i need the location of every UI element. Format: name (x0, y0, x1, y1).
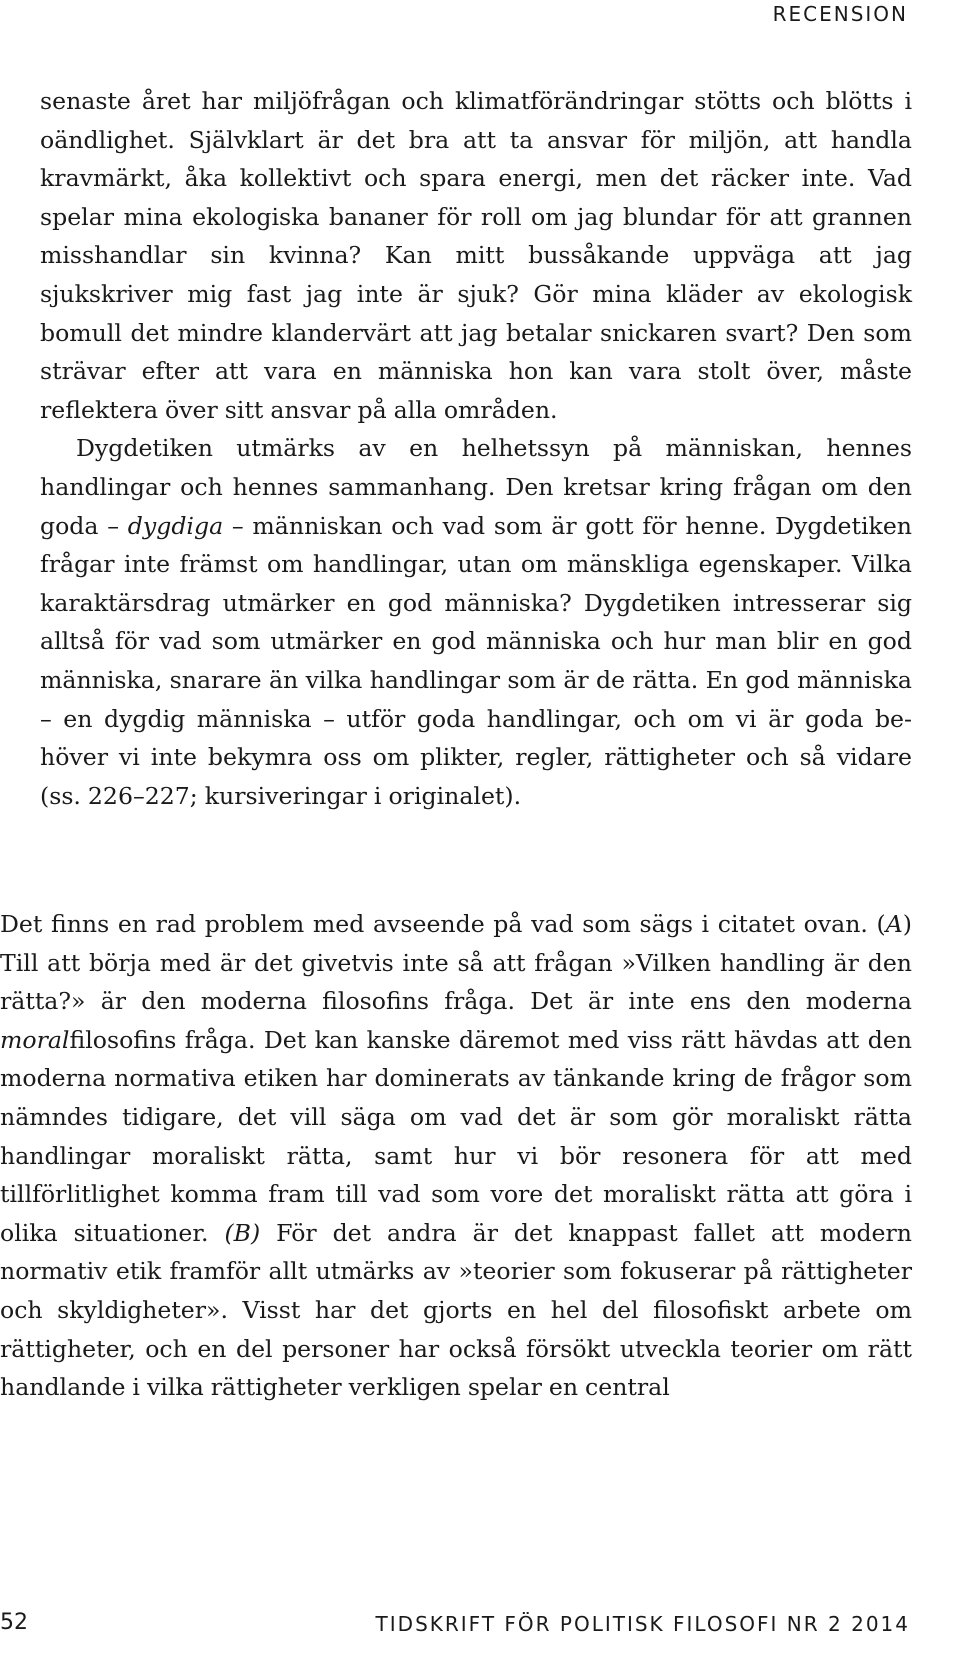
section-label: RECENSION (772, 2, 908, 26)
quote-paragraph-2-start: Dygdetiken utmärks av en helhetssyn på människan, hennes handlingar och hennes sammanhang. Den kretsar kring frågan om den goda – (40, 434, 912, 540)
main-paragraph (0, 905, 912, 1407)
quote-paragraph-2 (40, 429, 912, 815)
quote-paragraph-1: senaste året har miljöfrågan och klimatförändringar stötts och blötts i oändlighet. Självklart är det bra att ta ansvar för miljön, att handla kravmärkt, åka kollektivt och spara energi, men det räcker inte. Vad spelar mina ekologiska bananer för roll om jag blundar för att grannen misshandlar sin kvinna? Kan mitt bussåkande uppväga att jag sjukskriver mig fast jag inte är sjuk? Gör mina kläder av ekologisk bomull det mindre klandervärt att jag betalar snickaren svart? Den som strävar efter att vara en människa hon kan vara stolt över, måste reflektera över sitt ansvar på alla områden. (40, 87, 912, 424)
quote-paragraph-2-end: – människan och vad som är gott för henne. Dygdetiken frågar inte främst om handlingar, utan om mänskliga egenskaper. Vilka karaktärsdrag utmärker en god människa? Dygdetiken intresserar sig alltså för vad som utmärker en god människa och hur man blir en god människa, snarare än vilka handlingar som är de rätta. En god människa – en dygdig människa – utför goda handlingar, och om vi är goda behöver vi inte bekymra oss om plikter, regler, rättigheter och så vidare (ss. 226–227; kursiveringar i originalet). (40, 511, 913, 810)
body-segment-1: Det finns en rad problem med avseende på vad som sägs i citatet ovan. ( (0, 910, 886, 938)
body-paragraph (0, 905, 912, 1407)
italic-dygdiga: dygdiga (127, 511, 224, 540)
journal-title: TIDSKRIFT FÖR POLITISK FILOSOFI NR 2 2014 (375, 1612, 910, 1636)
italic-moral: moral (0, 1025, 70, 1054)
page-number: 52 (0, 1610, 28, 1635)
marker-b: (B) (224, 1218, 261, 1247)
block-quote (40, 82, 912, 815)
body-segment-2: ) Till att börja med är det givetvis inte så att frågan »Vilken handling är den rätta?» är den moderna filosofins fråga. Det är inte ens den moderna (0, 910, 912, 1016)
body-segment-3: filosofins fråga. Det kan kanske däremot med viss rätt hävdas att den moderna normativa etiken har dominerats av tänkande kring de frågor som nämndes tidigare, det vill säga om vad det är som gör moraliskt rätta handlingar moraliskt rätta, samt hur vi bör resonera för att med tillförlitlighet komma fram till vad som vore det moraliskt rätta att göra i olika situationer. (0, 1025, 912, 1247)
marker-a: A (885, 910, 903, 938)
body-segment-4: För det andra är det knappast fallet att modern normativ etik framför allt utmärks av »teorier som fokuserar på rättigheter och skyldigheter». Visst har det gjorts en hel del filosofiskt arbete om rättigheter, och en del personer har också försökt utveckla teorier om rätt handlande i vilka rättigheter verkligen spelar en central (0, 1218, 912, 1402)
